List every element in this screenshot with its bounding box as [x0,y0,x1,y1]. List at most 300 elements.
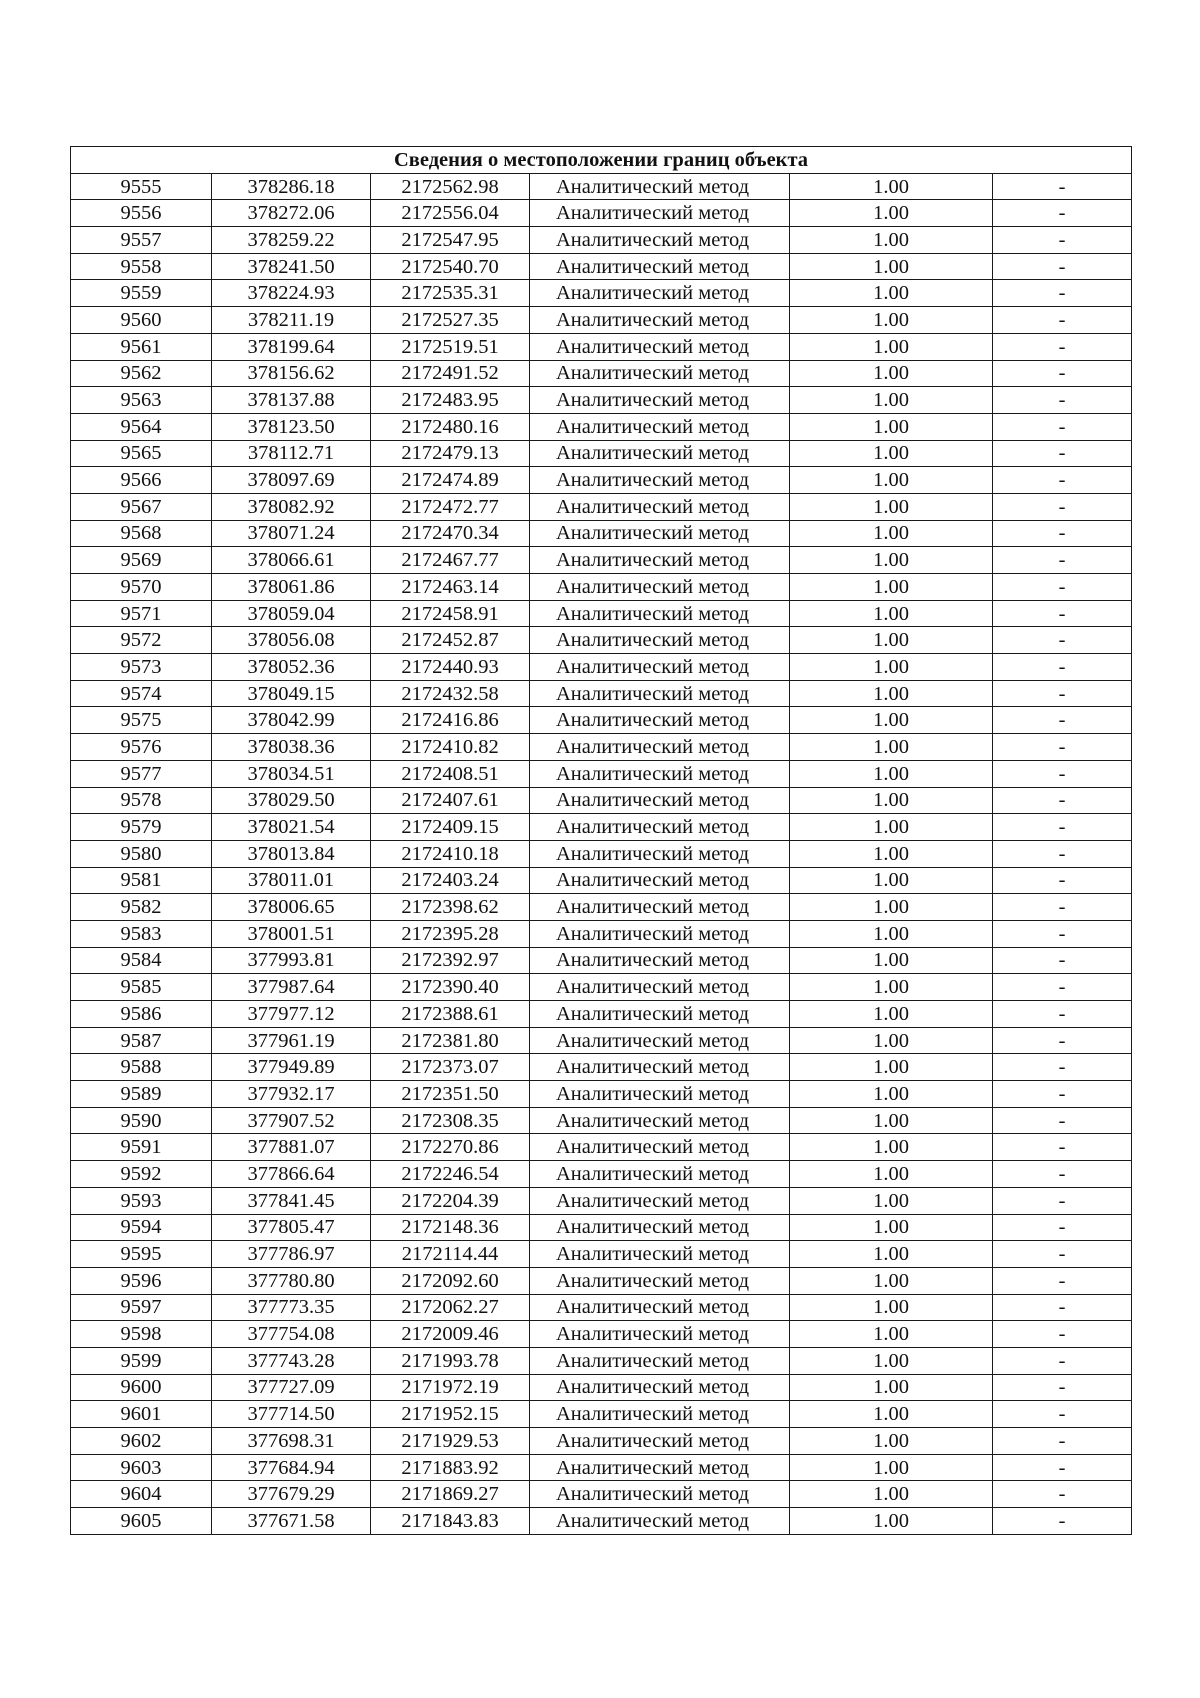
table-row [71,707,1132,734]
method-cell: Аналитический метод [530,1347,790,1374]
point-number-cell: 9565 [71,440,212,467]
accuracy-cell: 1.00 [790,173,993,200]
x-coordinate-cell: 377977.12 [212,1001,371,1028]
x-coordinate-cell: 377805.47 [212,1214,371,1241]
table-title-row [71,147,1132,174]
point-number-cell: 9559 [71,280,212,307]
description-cell: - [993,307,1132,334]
document-page [70,146,1131,1535]
description-cell: - [993,1401,1132,1428]
description-cell: - [993,974,1132,1001]
accuracy-cell: 1.00 [790,413,993,440]
point-number-cell: 9600 [71,1374,212,1401]
table-row [71,1454,1132,1481]
y-coordinate-cell: 2172388.61 [371,1001,530,1028]
table-row [71,413,1132,440]
method-cell: Аналитический метод [530,787,790,814]
y-coordinate-cell: 2172390.40 [371,974,530,1001]
description-cell: - [993,1294,1132,1321]
table-row [71,467,1132,494]
x-coordinate-cell: 377743.28 [212,1347,371,1374]
y-coordinate-cell: 2171843.83 [371,1508,530,1535]
description-cell: - [993,333,1132,360]
description-cell: - [993,1027,1132,1054]
method-cell: Аналитический метод [530,280,790,307]
point-number-cell: 9576 [71,734,212,761]
accuracy-cell: 1.00 [790,680,993,707]
x-coordinate-cell: 377932.17 [212,1081,371,1108]
y-coordinate-cell: 2172148.36 [371,1214,530,1241]
x-coordinate-cell: 377993.81 [212,947,371,974]
description-cell: - [993,493,1132,520]
table-row [71,760,1132,787]
x-coordinate-cell: 378123.50 [212,413,371,440]
x-coordinate-cell: 377773.35 [212,1294,371,1321]
table-row [71,1161,1132,1188]
point-number-cell: 9564 [71,413,212,440]
method-cell: Аналитический метод [530,467,790,494]
table-row [71,1508,1132,1535]
y-coordinate-cell: 2172491.52 [371,360,530,387]
table-row [71,1374,1132,1401]
point-number-cell: 9578 [71,787,212,814]
point-number-cell: 9574 [71,680,212,707]
accuracy-cell: 1.00 [790,920,993,947]
y-coordinate-cell: 2172556.04 [371,200,530,227]
x-coordinate-cell: 378082.92 [212,493,371,520]
accuracy-cell: 1.00 [790,1321,993,1348]
accuracy-cell: 1.00 [790,307,993,334]
description-cell: - [993,814,1132,841]
method-cell: Аналитический метод [530,440,790,467]
description-cell: - [993,1374,1132,1401]
point-number-cell: 9579 [71,814,212,841]
point-number-cell: 9584 [71,947,212,974]
accuracy-cell: 1.00 [790,1107,993,1134]
x-coordinate-cell: 377780.80 [212,1267,371,1294]
point-number-cell: 9595 [71,1241,212,1268]
y-coordinate-cell: 2171869.27 [371,1481,530,1508]
x-coordinate-cell: 377866.64 [212,1161,371,1188]
y-coordinate-cell: 2171952.15 [371,1401,530,1428]
method-cell: Аналитический метод [530,1214,790,1241]
accuracy-cell: 1.00 [790,734,993,761]
y-coordinate-cell: 2172398.62 [371,894,530,921]
accuracy-cell: 1.00 [790,387,993,414]
accuracy-cell: 1.00 [790,1214,993,1241]
method-cell: Аналитический метод [530,253,790,280]
description-cell: - [993,1001,1132,1028]
x-coordinate-cell: 378259.22 [212,227,371,254]
table-row [71,814,1132,841]
table-title: Сведения о местоположении границ объекта [71,147,1132,174]
point-number-cell: 9567 [71,493,212,520]
table-row [71,440,1132,467]
method-cell: Аналитический метод [530,1187,790,1214]
method-cell: Аналитический метод [530,1241,790,1268]
method-cell: Аналитический метод [530,1374,790,1401]
description-cell: - [993,654,1132,681]
y-coordinate-cell: 2172519.51 [371,333,530,360]
x-coordinate-cell: 378272.06 [212,200,371,227]
point-number-cell: 9598 [71,1321,212,1348]
y-coordinate-cell: 2172351.50 [371,1081,530,1108]
accuracy-cell: 1.00 [790,654,993,681]
accuracy-cell: 1.00 [790,1134,993,1161]
description-cell: - [993,574,1132,601]
accuracy-cell: 1.00 [790,547,993,574]
y-coordinate-cell: 2172409.15 [371,814,530,841]
y-coordinate-cell: 2172562.98 [371,173,530,200]
x-coordinate-cell: 377698.31 [212,1428,371,1455]
point-number-cell: 9594 [71,1214,212,1241]
point-number-cell: 9585 [71,974,212,1001]
accuracy-cell: 1.00 [790,1081,993,1108]
point-number-cell: 9580 [71,840,212,867]
y-coordinate-cell: 2172403.24 [371,867,530,894]
y-coordinate-cell: 2172527.35 [371,307,530,334]
x-coordinate-cell: 377727.09 [212,1374,371,1401]
method-cell: Аналитический метод [530,1107,790,1134]
accuracy-cell: 1.00 [790,1454,993,1481]
table-row [71,654,1132,681]
point-number-cell: 9566 [71,467,212,494]
accuracy-cell: 1.00 [790,253,993,280]
description-cell: - [993,787,1132,814]
table-row [71,600,1132,627]
y-coordinate-cell: 2172472.77 [371,493,530,520]
method-cell: Аналитический метод [530,947,790,974]
y-coordinate-cell: 2172452.87 [371,627,530,654]
x-coordinate-cell: 377754.08 [212,1321,371,1348]
point-number-cell: 9570 [71,574,212,601]
description-cell: - [993,1134,1132,1161]
accuracy-cell: 1.00 [790,574,993,601]
accuracy-cell: 1.00 [790,520,993,547]
accuracy-cell: 1.00 [790,867,993,894]
method-cell: Аналитический метод [530,920,790,947]
table-row [71,1081,1132,1108]
description-cell: - [993,520,1132,547]
accuracy-cell: 1.00 [790,440,993,467]
point-number-cell: 9597 [71,1294,212,1321]
method-cell: Аналитический метод [530,1001,790,1028]
accuracy-cell: 1.00 [790,1267,993,1294]
x-coordinate-cell: 378011.01 [212,867,371,894]
description-cell: - [993,734,1132,761]
table-row [71,974,1132,1001]
accuracy-cell: 1.00 [790,280,993,307]
accuracy-cell: 1.00 [790,627,993,654]
table-row [71,867,1132,894]
y-coordinate-cell: 2172092.60 [371,1267,530,1294]
description-cell: - [993,947,1132,974]
method-cell: Аналитический метод [530,413,790,440]
description-cell: - [993,280,1132,307]
x-coordinate-cell: 377881.07 [212,1134,371,1161]
accuracy-cell: 1.00 [790,707,993,734]
method-cell: Аналитический метод [530,654,790,681]
method-cell: Аналитический метод [530,627,790,654]
method-cell: Аналитический метод [530,867,790,894]
table-row [71,1321,1132,1348]
point-number-cell: 9590 [71,1107,212,1134]
y-coordinate-cell: 2172246.54 [371,1161,530,1188]
accuracy-cell: 1.00 [790,1001,993,1028]
description-cell: - [993,1214,1132,1241]
x-coordinate-cell: 378006.65 [212,894,371,921]
table-row [71,627,1132,654]
x-coordinate-cell: 378059.04 [212,600,371,627]
method-cell: Аналитический метод [530,574,790,601]
table-row [71,173,1132,200]
x-coordinate-cell: 378029.50 [212,787,371,814]
accuracy-cell: 1.00 [790,227,993,254]
table-body [71,173,1132,1534]
y-coordinate-cell: 2172062.27 [371,1294,530,1321]
point-number-cell: 9591 [71,1134,212,1161]
method-cell: Аналитический метод [530,1267,790,1294]
method-cell: Аналитический метод [530,600,790,627]
y-coordinate-cell: 2172009.46 [371,1321,530,1348]
table-row [71,1428,1132,1455]
point-number-cell: 9557 [71,227,212,254]
x-coordinate-cell: 378061.86 [212,574,371,601]
description-cell: - [993,1267,1132,1294]
table-row [71,280,1132,307]
accuracy-cell: 1.00 [790,974,993,1001]
table-row [71,1107,1132,1134]
description-cell: - [993,1321,1132,1348]
point-number-cell: 9592 [71,1161,212,1188]
point-number-cell: 9589 [71,1081,212,1108]
description-cell: - [993,360,1132,387]
method-cell: Аналитический метод [530,227,790,254]
table-row [71,1347,1132,1374]
description-cell: - [993,467,1132,494]
description-cell: - [993,440,1132,467]
accuracy-cell: 1.00 [790,1027,993,1054]
point-number-cell: 9573 [71,654,212,681]
accuracy-cell: 1.00 [790,894,993,921]
y-coordinate-cell: 2172463.14 [371,574,530,601]
y-coordinate-cell: 2172392.97 [371,947,530,974]
point-number-cell: 9593 [71,1187,212,1214]
table-row [71,360,1132,387]
x-coordinate-cell: 377786.97 [212,1241,371,1268]
point-number-cell: 9571 [71,600,212,627]
accuracy-cell: 1.00 [790,467,993,494]
y-coordinate-cell: 2172432.58 [371,680,530,707]
point-number-cell: 9588 [71,1054,212,1081]
point-number-cell: 9596 [71,1267,212,1294]
y-coordinate-cell: 2172540.70 [371,253,530,280]
method-cell: Аналитический метод [530,1428,790,1455]
point-number-cell: 9605 [71,1508,212,1535]
y-coordinate-cell: 2172270.86 [371,1134,530,1161]
description-cell: - [993,173,1132,200]
table-row [71,1187,1132,1214]
description-cell: - [993,413,1132,440]
description-cell: - [993,1107,1132,1134]
table-row [71,200,1132,227]
table-row [71,680,1132,707]
method-cell: Аналитический метод [530,1481,790,1508]
method-cell: Аналитический метод [530,707,790,734]
x-coordinate-cell: 378042.99 [212,707,371,734]
accuracy-cell: 1.00 [790,1481,993,1508]
accuracy-cell: 1.00 [790,360,993,387]
description-cell: - [993,1454,1132,1481]
x-coordinate-cell: 378049.15 [212,680,371,707]
description-cell: - [993,627,1132,654]
point-number-cell: 9572 [71,627,212,654]
method-cell: Аналитический метод [530,734,790,761]
accuracy-cell: 1.00 [790,1374,993,1401]
accuracy-cell: 1.00 [790,1294,993,1321]
method-cell: Аналитический метод [530,840,790,867]
y-coordinate-cell: 2172410.82 [371,734,530,761]
x-coordinate-cell: 378224.93 [212,280,371,307]
accuracy-cell: 1.00 [790,1161,993,1188]
method-cell: Аналитический метод [530,1134,790,1161]
x-coordinate-cell: 378052.36 [212,654,371,681]
description-cell: - [993,547,1132,574]
method-cell: Аналитический метод [530,1401,790,1428]
point-number-cell: 9563 [71,387,212,414]
table-row [71,1001,1132,1028]
method-cell: Аналитический метод [530,547,790,574]
table-row [71,1214,1132,1241]
x-coordinate-cell: 377907.52 [212,1107,371,1134]
method-cell: Аналитический метод [530,387,790,414]
description-cell: - [993,1508,1132,1535]
table-row [71,387,1132,414]
point-number-cell: 9601 [71,1401,212,1428]
description-cell: - [993,1161,1132,1188]
accuracy-cell: 1.00 [790,493,993,520]
y-coordinate-cell: 2172381.80 [371,1027,530,1054]
accuracy-cell: 1.00 [790,760,993,787]
description-cell: - [993,1054,1132,1081]
description-cell: - [993,1428,1132,1455]
point-number-cell: 9599 [71,1347,212,1374]
y-coordinate-cell: 2172407.61 [371,787,530,814]
method-cell: Аналитический метод [530,1454,790,1481]
point-number-cell: 9560 [71,307,212,334]
point-number-cell: 9569 [71,547,212,574]
description-cell: - [993,1481,1132,1508]
y-coordinate-cell: 2172440.93 [371,654,530,681]
y-coordinate-cell: 2172458.91 [371,600,530,627]
y-coordinate-cell: 2172408.51 [371,760,530,787]
accuracy-cell: 1.00 [790,1508,993,1535]
table-row [71,227,1132,254]
accuracy-cell: 1.00 [790,1054,993,1081]
point-number-cell: 9561 [71,333,212,360]
point-number-cell: 9556 [71,200,212,227]
method-cell: Аналитический метод [530,1054,790,1081]
point-number-cell: 9562 [71,360,212,387]
description-cell: - [993,760,1132,787]
y-coordinate-cell: 2172470.34 [371,520,530,547]
point-number-cell: 9575 [71,707,212,734]
point-number-cell: 9583 [71,920,212,947]
y-coordinate-cell: 2172308.35 [371,1107,530,1134]
method-cell: Аналитический метод [530,1321,790,1348]
point-number-cell: 9604 [71,1481,212,1508]
x-coordinate-cell: 378066.61 [212,547,371,574]
x-coordinate-cell: 378038.36 [212,734,371,761]
y-coordinate-cell: 2172474.89 [371,467,530,494]
accuracy-cell: 1.00 [790,600,993,627]
y-coordinate-cell: 2172547.95 [371,227,530,254]
y-coordinate-cell: 2172373.07 [371,1054,530,1081]
accuracy-cell: 1.00 [790,333,993,360]
method-cell: Аналитический метод [530,1508,790,1535]
method-cell: Аналитический метод [530,760,790,787]
table-row [71,253,1132,280]
x-coordinate-cell: 378001.51 [212,920,371,947]
method-cell: Аналитический метод [530,1027,790,1054]
x-coordinate-cell: 378034.51 [212,760,371,787]
y-coordinate-cell: 2171993.78 [371,1347,530,1374]
table-row [71,547,1132,574]
y-coordinate-cell: 2172114.44 [371,1241,530,1268]
y-coordinate-cell: 2172479.13 [371,440,530,467]
method-cell: Аналитический метод [530,814,790,841]
accuracy-cell: 1.00 [790,1401,993,1428]
method-cell: Аналитический метод [530,974,790,1001]
description-cell: - [993,707,1132,734]
method-cell: Аналитический метод [530,1081,790,1108]
method-cell: Аналитический метод [530,680,790,707]
point-number-cell: 9582 [71,894,212,921]
point-number-cell: 9587 [71,1027,212,1054]
x-coordinate-cell: 378286.18 [212,173,371,200]
table-row [71,307,1132,334]
description-cell: - [993,227,1132,254]
description-cell: - [993,1081,1132,1108]
y-coordinate-cell: 2172480.16 [371,413,530,440]
method-cell: Аналитический метод [530,894,790,921]
method-cell: Аналитический метод [530,493,790,520]
accuracy-cell: 1.00 [790,814,993,841]
table-row [71,574,1132,601]
y-coordinate-cell: 2172483.95 [371,387,530,414]
x-coordinate-cell: 377961.19 [212,1027,371,1054]
x-coordinate-cell: 378211.19 [212,307,371,334]
description-cell: - [993,920,1132,947]
table-row [71,1241,1132,1268]
table-row [71,947,1132,974]
method-cell: Аналитический метод [530,520,790,547]
accuracy-cell: 1.00 [790,787,993,814]
method-cell: Аналитический метод [530,360,790,387]
x-coordinate-cell: 378156.62 [212,360,371,387]
x-coordinate-cell: 378013.84 [212,840,371,867]
method-cell: Аналитический метод [530,1294,790,1321]
table-row [71,894,1132,921]
x-coordinate-cell: 377949.89 [212,1054,371,1081]
point-number-cell: 9581 [71,867,212,894]
table-row [71,493,1132,520]
table-row [71,520,1132,547]
accuracy-cell: 1.00 [790,1241,993,1268]
table-row [71,1294,1132,1321]
point-number-cell: 9602 [71,1428,212,1455]
description-cell: - [993,1241,1132,1268]
